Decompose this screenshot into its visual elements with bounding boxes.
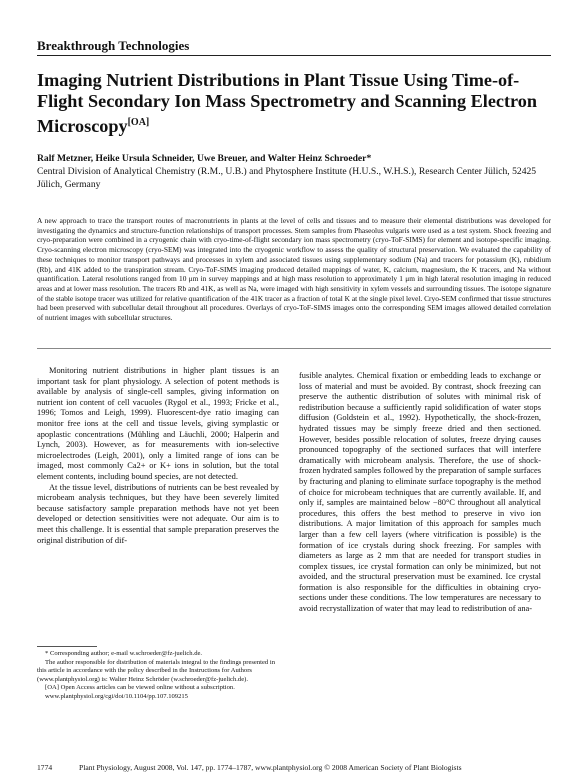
journal-citation: Plant Physiology, August 2008, Vol. 147, pp. 1774–1787, www.plantphysiol.org © 2008 American Society of Plant Biologists: [79, 763, 462, 772]
body-paragraph: At the tissue level, distributions of nutrients can be best revealed by microbeam analysis techniques, but they have been severely limited because satisfactory sample preparation methods have not yet been developed or detection sensitivities were not adequate. Our aim is to meet this challenge. It is essential that sample preparation preserves the original distribution of dif-: [37, 482, 279, 545]
section-label: Breakthrough Technologies: [37, 38, 190, 53]
header-rule: [37, 55, 551, 56]
abstract: A new approach to trace the transport routes of macronutrients in plants at the level of cells and tissues and to measure their elemental distributions was developed for investigating the dynamics and structure-function relationships of transport processes. Stem samples from Phaseolus vulgaris were used as a test system. Shock freezing and cryo-preparation were combined in a cryogenic chain with cryo-time-of-flight secondary ion mass spectrometry (cryo-ToF-SIMS) for element and isotope-specific imaging. Cryo-scanning electron microscopy (cryo-SEM) was integrated into the cryogenic workflow to assess the quality of structural preservation. We evaluated the capability of these techniques to monitor transport pathways and processes in xylem and associated tissues using supplementary sodium (Na) and tracers for potassium (K), rubidium (Rb), and 41K added to the transpiration stream. Cryo-ToF-SIMS imaging produced detailed mappings of water, K, calcium, magnesium, the K tracers, and Na without quantification. Lateral resolutions ranged from 10 μm in survey mappings and at high mass resolution to approximately 1 μm in high lateral resolution imaging in reduced areas and at lower mass resolution. The tracers Rb and 41K, as well as Na, were imaged with high sensitivity in xylem vessels and surrounding tissues. The isotope signature of the stable isotope tracer was utilized for relative quantification of the 41K tracer as a fraction of total K at the single pixel level. Cryo-SEM confirmed that tissue structures had been preserved with subcellular detail throughout all procedures. Overlays of cryo-ToF-SIMS images onto the corresponding SEM images allowed detailed correlation of nutrient images with subcellular structures.: [37, 216, 551, 323]
abstract-rule: [37, 348, 551, 349]
author-list: Ralf Metzner, Heike Ursula Schneider, Uwe Breuer, and Walter Heinz Schroeder*: [37, 153, 372, 164]
footnote-open-access: [OA] Open Access articles can be viewed online without a subscription.: [45, 684, 235, 691]
body-column-right: [299, 371, 541, 615]
page-number: 1774: [37, 763, 53, 772]
body-paragraph: Monitoring nutrient distributions in higher plant tissues is an important task for plant physiology. A selection of potent methods is available by analysis of single-cell samples, giving information on nutrient ion content of cell vacuoles (Rygol et al., 1993; Fricke et al., 1996; Tomos and Leigh, 1999). Fluorescent-dye ratio imaging can monitor free ions at the cell and tissue levels, giving symplastic or apoplastic concentrations (Mühling and Läuchli, 2000; Halperin and Lynch, 2003). However, as for measurements with ion-selective microelectrodes (Leigh, 2001), only a limited range of ions can be imaged, most commonly Ca2+ or K+ ions in solution, but the total element contents, including bound species, are not detected.: [37, 366, 279, 481]
footnote-corresponding: * Corresponding author; e-mail w.schroeder@fz-juelich.de.: [45, 650, 203, 657]
affiliation: Central Division of Analytical Chemistry (R.M., U.B.) and Phytosphere Institute (H.U.S., W.H.S.), Research Center Jülich, 52425 Jülich, Germany: [37, 166, 537, 190]
article-title: [37, 70, 547, 137]
footnote-doi: www.plantphysiol.org/cgi/doi/10.1104/pp.107.109215: [45, 692, 188, 700]
body-column-left: [37, 366, 279, 546]
body-paragraph: fusible analytes. Chemical fixation or embedding leads to exchange or loss of material and must be avoided. By contrast, shock freezing can preserve the authentic distribution of solutes with minimal risk of redistribution because a sufficiently rapid solidification of water stops diffusion (Goldstein et al., 1992). Hypothetically, the shock-frozen, hydrated tissues may be simply freeze dried and then sectioned. However, besides possible relocation of solutes, freeze drying causes pronounced topography of the sectioned surfaces that will interfere dramatically with microbeam analysis. Therefore, the use of shock-frozen hydrated samples followed by the preparation of sample surfaces by fracturing and planing to eliminate surface topography is the method of choice for microbeam techniques that are currently available. If, and only if, samples are maintained below −80°C throughout all analytical procedures, this offers the best method to preserve in vivo ion distributions. A major limitation of this approach for samples much larger than a few cell layers (where vitrification is possible) is the formation of ice crystals during shock freezing. For samples with diameters as large as 2 mm that are needed for transport studies in complex tissues, ice crystal formation can only be minimized, but not avoided, and the structural preservation must be examined. Ice crystal formation is also responsible for the difficulties in obtaining cryo-sections under these conditions. The low temperatures are necessary to avoid recrystallization of water that may lead to redistribution of ana-: [299, 371, 541, 614]
footnote-rule: [37, 646, 97, 647]
footnote-responsible: The author responsible for distribution of materials integral to the findings presented in this article in accordance with the policy described in the Instructions for Authors (www.plantphysiol.org) is: Walter Heinz Schröder (w.schroeder@fz-juelich.de).: [37, 658, 275, 683]
footnotes: [37, 650, 279, 701]
open-access-marker: [OA]: [127, 117, 150, 128]
title-text: Imaging Nutrient Distributions in Plant Tissue Using Time-of-Flight Secondary Ion Mass Spectrometry and Scanning Electron Microscopy: [37, 70, 538, 137]
